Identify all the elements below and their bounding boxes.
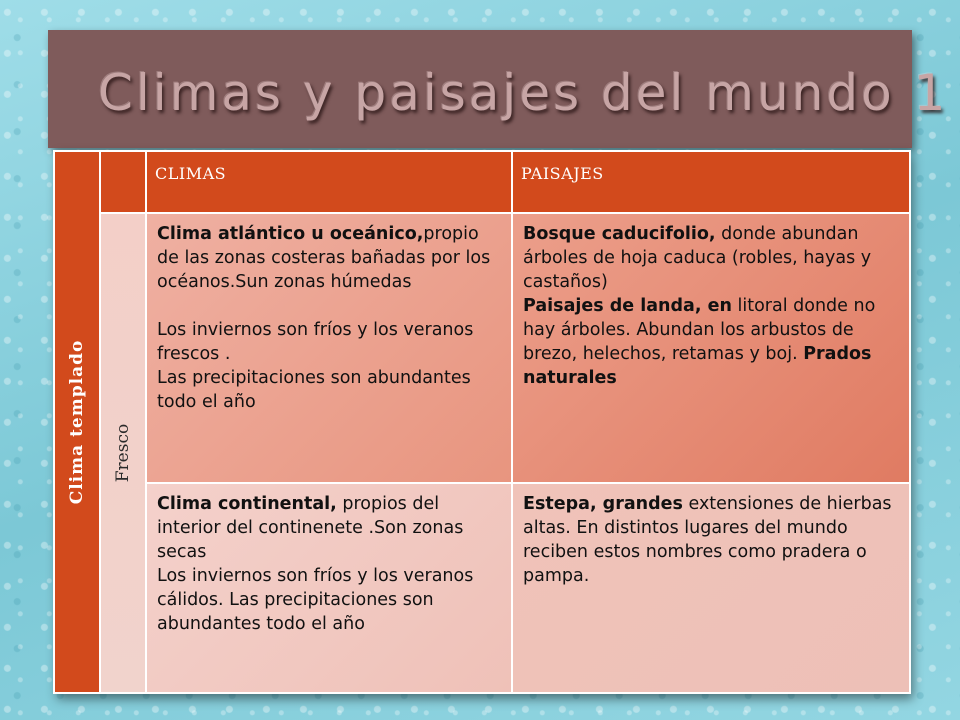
paisaje-landa-desc: litoral donde no hay árboles. Abundan los arbustos de brezo, helechos, retamas y boj. bbox=[523, 296, 876, 364]
clima-atlantico-para3: Las precipitaciones son abundantes todo el año bbox=[157, 368, 471, 412]
paisaje-estepa-desc: extensiones de hierbas altas. En distintos lugares del mundo reciben estos nombres como pradera o pampa. bbox=[523, 494, 892, 586]
paisaje-estepa-text bbox=[523, 492, 899, 588]
table-row bbox=[54, 483, 910, 693]
paisaje-estepa-cell bbox=[512, 483, 910, 693]
paisaje-bosque-desc: donde abundan árboles de hoja caduca (robles, hayas y castaños) bbox=[523, 224, 872, 292]
clima-atlantico-desc: propio de las zonas costeras bañadas por los océanos.Sun zonas húmedas bbox=[157, 224, 491, 292]
slide-title: Climas y paisajes del mundo 1 bbox=[98, 64, 949, 122]
clima-atlantico-title: Clima atlántico u oceánico, bbox=[157, 224, 424, 244]
header-paisajes-cell bbox=[512, 151, 910, 213]
side-label: Clima templado bbox=[67, 339, 87, 505]
clima-continental-cell bbox=[146, 483, 512, 693]
climate-table bbox=[53, 150, 909, 694]
paisaje-estepa-title: Estepa, grandes bbox=[523, 494, 683, 514]
clima-atlantico-cell bbox=[146, 213, 512, 483]
paisaje-bosque-text bbox=[523, 222, 899, 294]
clima-continental-text bbox=[157, 492, 501, 564]
clima-continental-desc: propios del interior del continenete .Son zonas secas bbox=[157, 494, 464, 562]
paisaje-bosque-cell bbox=[512, 213, 910, 483]
paisaje-bosque-title: Bosque caducifolio, bbox=[523, 224, 716, 244]
clima-continental-title: Clima continental, bbox=[157, 494, 337, 514]
clima-continental-para2: Los inviernos son fríos y los veranos cálidos. Las precipitaciones son abundantes todo el año bbox=[157, 566, 474, 634]
header-climas-cell bbox=[146, 151, 512, 213]
sub-label-cell bbox=[100, 213, 146, 693]
paisaje-landa-text bbox=[523, 294, 899, 390]
clima-atlantico-para2: Los inviernos son fríos y los veranos frescos . bbox=[157, 320, 474, 364]
table-row bbox=[54, 213, 910, 483]
header-row bbox=[54, 151, 910, 213]
header-blank-cell bbox=[100, 151, 146, 213]
title-bar bbox=[48, 30, 949, 148]
header-paisajes: PAISAJES bbox=[521, 164, 604, 183]
header-climas: CLIMAS bbox=[155, 164, 227, 183]
side-label-cell bbox=[54, 151, 100, 693]
sub-label: Fresco bbox=[113, 423, 133, 483]
paisaje-prados-title: Prados naturales bbox=[523, 344, 872, 388]
clima-atlantico-text bbox=[157, 222, 501, 294]
paisaje-landa-title: Paisajes de landa, en bbox=[523, 296, 732, 316]
